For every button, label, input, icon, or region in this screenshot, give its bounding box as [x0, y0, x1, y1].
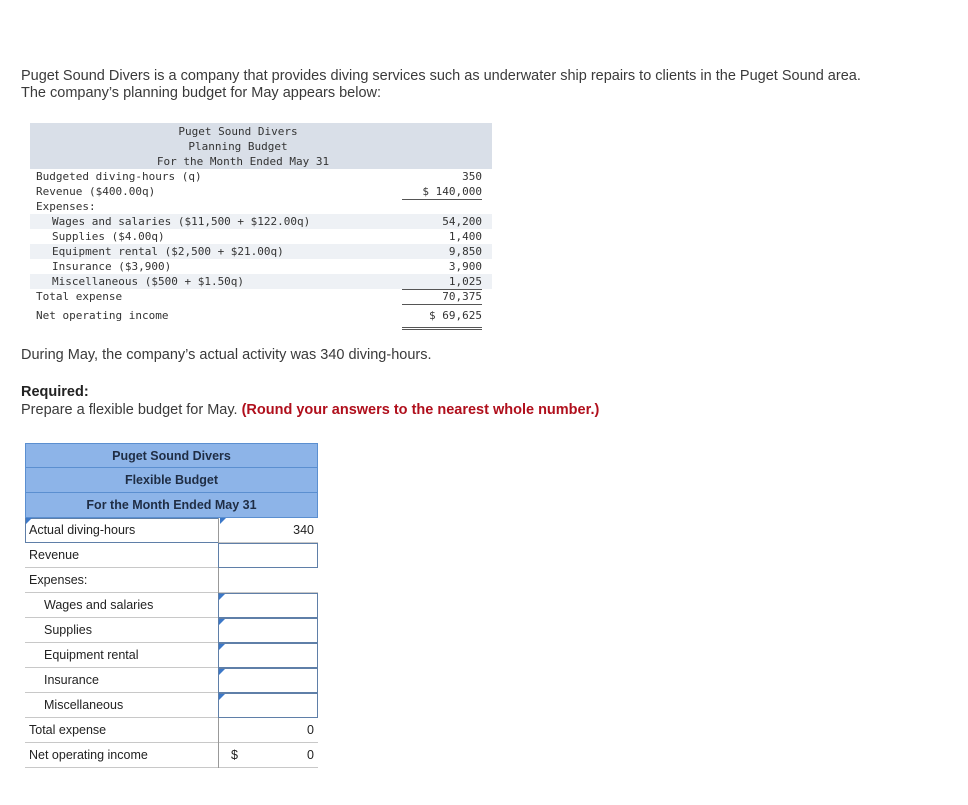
planning-budget-title: Planning Budget: [188, 140, 288, 153]
insurance-input[interactable]: [218, 668, 318, 693]
plan-row-hours: Budgeted diving-hours (q) 350: [36, 170, 482, 183]
planning-budget-header: [30, 123, 492, 169]
required-instructions: [21, 402, 599, 418]
total-expense-value: 0: [218, 718, 318, 743]
flex-row-insurance: Insurance: [25, 668, 318, 693]
plan-row-equipment: Equipment rental ($2,500 + $21.00q) 9,850: [30, 244, 492, 259]
required-text: Prepare a flexible budget for May.: [21, 402, 238, 418]
planning-budget-table: [30, 123, 492, 324]
input-marker-icon: [219, 644, 225, 650]
intro-line-1: Puget Sound Divers is a company that provides diving services such as underwater ship repairs to clients in the Puget Sound area.: [21, 68, 861, 84]
wages-input[interactable]: [218, 593, 318, 618]
intro-line-2: The company’s planning budget for May appears below:: [21, 85, 382, 101]
plan-row-noi: Net operating income $ 69,625: [30, 304, 492, 324]
rounding-note: (Round your answers to the nearest whole number.): [241, 402, 600, 418]
flex-row-hours: Actual diving-hours 340: [25, 518, 318, 543]
equipment-input[interactable]: [218, 643, 318, 668]
flexible-budget-form: [25, 443, 318, 768]
plan-row-supplies: Supplies ($4.00q) 1,400: [52, 230, 482, 243]
input-marker-icon: [219, 619, 225, 625]
flex-row-expenses: Expenses:: [25, 568, 318, 593]
input-marker-icon: [219, 594, 225, 600]
flex-row-misc: Miscellaneous: [25, 693, 318, 718]
flex-row-total-expense: Total expense 0: [25, 718, 318, 743]
plan-row-total-expense: Total expense 70,375: [36, 290, 482, 303]
intro-text: [21, 68, 951, 102]
noi-value: $ 0: [218, 743, 318, 768]
flex-row-wages: Wages and salaries: [25, 593, 318, 618]
flex-row-revenue: Revenue: [25, 543, 318, 568]
required-heading: Required:: [21, 384, 89, 400]
plan-row-expenses: Expenses:: [36, 200, 96, 213]
planning-budget-company: Puget Sound Divers: [178, 125, 298, 138]
input-marker-icon: [220, 518, 226, 524]
input-marker-icon: [219, 669, 225, 675]
revenue-input[interactable]: [218, 543, 318, 568]
plan-row-misc: Miscellaneous ($500 + $1.50q) 1,025: [30, 274, 492, 289]
plan-row-insurance: Insurance ($3,900) 3,900: [52, 260, 482, 273]
actual-activity-text: During May, the company’s actual activity was 340 diving-hours.: [21, 347, 432, 363]
plan-row-revenue: Revenue ($400.00q) $ 140,000: [36, 185, 482, 198]
supplies-input[interactable]: [218, 618, 318, 643]
planning-budget-period: For the Month Ended May 31: [156, 155, 330, 168]
plan-row-wages: Wages and salaries ($11,500 + $122.00q) 54,200: [30, 214, 492, 229]
flex-row-noi: Net operating income $ 0: [25, 743, 318, 768]
flex-row-equipment: Equipment rental: [25, 643, 318, 668]
input-marker-icon: [219, 694, 225, 700]
misc-input[interactable]: [218, 693, 318, 718]
actual-hours-value: 340: [218, 518, 318, 543]
flex-budget-title: Flexible Budget: [25, 468, 318, 493]
flex-row-supplies: Supplies: [25, 618, 318, 643]
flex-budget-period: For the Month Ended May 31: [25, 493, 318, 518]
flex-budget-company: Puget Sound Divers: [25, 443, 318, 468]
